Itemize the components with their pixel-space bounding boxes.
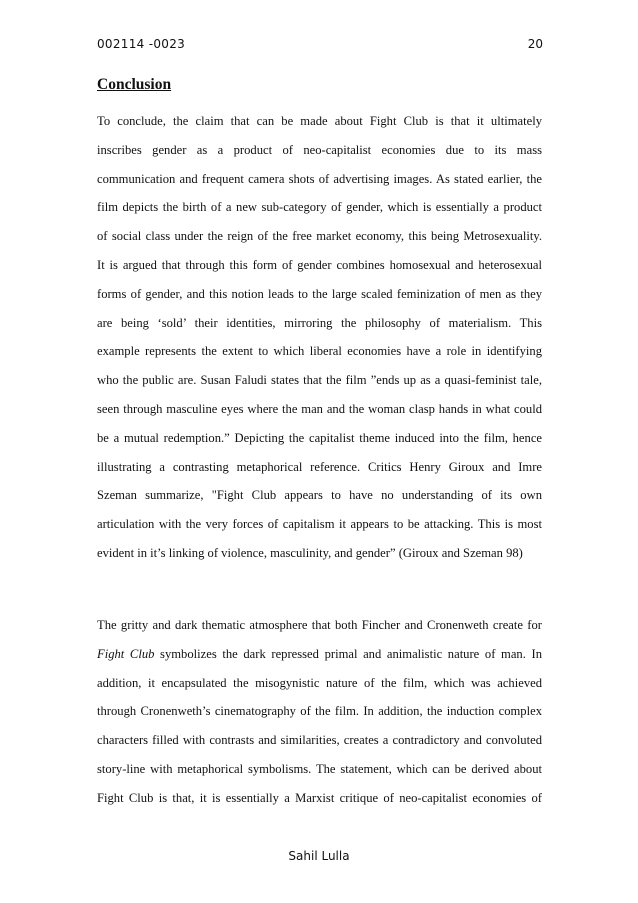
paragraph-line: communication and frequent camera shots of advertising images. As stated earlier, the bbox=[97, 171, 542, 186]
paragraph-line: be a mutual redemption.” Depicting the capitalist theme induced into the film, hence bbox=[97, 430, 542, 445]
paragraph-line: example represents the extent to which liberal economies have a role in identifying bbox=[97, 344, 542, 359]
author-name: Sahil Lulla bbox=[288, 849, 350, 863]
paragraph-line: are being ‘sold’ their identities, mirroring the philosophy of materialism. This bbox=[97, 315, 542, 330]
section-heading: Conclusion bbox=[97, 76, 172, 93]
paragraph-line: who the public are. Susan Faludi states that the film ”ends up as a quasi-feminist tale, bbox=[97, 373, 542, 388]
paragraph-line: addition, it encapsulated the misogynistic nature of the film, which was achieved bbox=[97, 675, 542, 690]
paragraph-line bbox=[97, 646, 542, 675]
film-title-italic: Fight Club bbox=[97, 646, 155, 661]
paragraph-1 bbox=[97, 113, 542, 574]
paragraph-line: seen through masculine eyes where the man and the woman clasp hands in what could bbox=[97, 401, 542, 416]
page-header bbox=[97, 37, 543, 55]
paragraph-2 bbox=[97, 617, 542, 819]
paragraph-line: The gritty and dark thematic atmosphere that both Fincher and Cronenweth create for bbox=[97, 618, 542, 632]
paragraph-line: story-line with metaphorical symbolisms. The statement, which can be derived about bbox=[97, 761, 542, 776]
paragraph-line: Szeman summarize, "Fight Club appears to have no understanding of its own bbox=[97, 488, 542, 503]
page-footer bbox=[0, 849, 638, 863]
paragraph-line: Fight Club is that, it is essentially a Marxist critique of neo-capitalist economies of bbox=[97, 790, 542, 805]
paragraph-line: of social class under the reign of the free market economy, this being Metrosexuality. bbox=[97, 229, 542, 244]
paragraph-line: inscribes gender as a product of neo-capitalist economies due to its mass bbox=[97, 142, 542, 157]
paragraph-line: It is argued that through this form of gender combines homosexual and heterosexual bbox=[97, 257, 542, 272]
paragraph-line: articulation with the very forces of capitalism it appears to be attacking. This is most bbox=[97, 517, 542, 532]
paragraph-line: forms of gender, and this notion leads to the large scaled feminization of men as they bbox=[97, 286, 542, 301]
paragraph-line: through Cronenweth’s cinematography of the film. In addition, the induction complex bbox=[97, 704, 542, 719]
paragraph-line: To conclude, the claim that can be made about Fight Club is that it ultimately bbox=[97, 114, 542, 128]
paragraph-line-rest: symbolizes the dark repressed primal and animalistic nature of man. In bbox=[154, 646, 542, 661]
document-id: 002114 -0023 bbox=[97, 37, 186, 51]
page-number: 20 bbox=[527, 37, 543, 51]
paragraph-line: illustrating a contrasting metaphorical reference. Critics Henry Giroux and Imre bbox=[97, 459, 542, 474]
paragraph-line: characters filled with contrasts and similarities, creates a contradictory and convoluted bbox=[97, 733, 542, 748]
paragraph-line: film depicts the birth of a new sub-category of gender, which is essentially a product bbox=[97, 200, 542, 215]
paragraph-line: evident in it’s linking of violence, masculinity, and gender” (Giroux and Szeman 98) bbox=[97, 545, 523, 560]
